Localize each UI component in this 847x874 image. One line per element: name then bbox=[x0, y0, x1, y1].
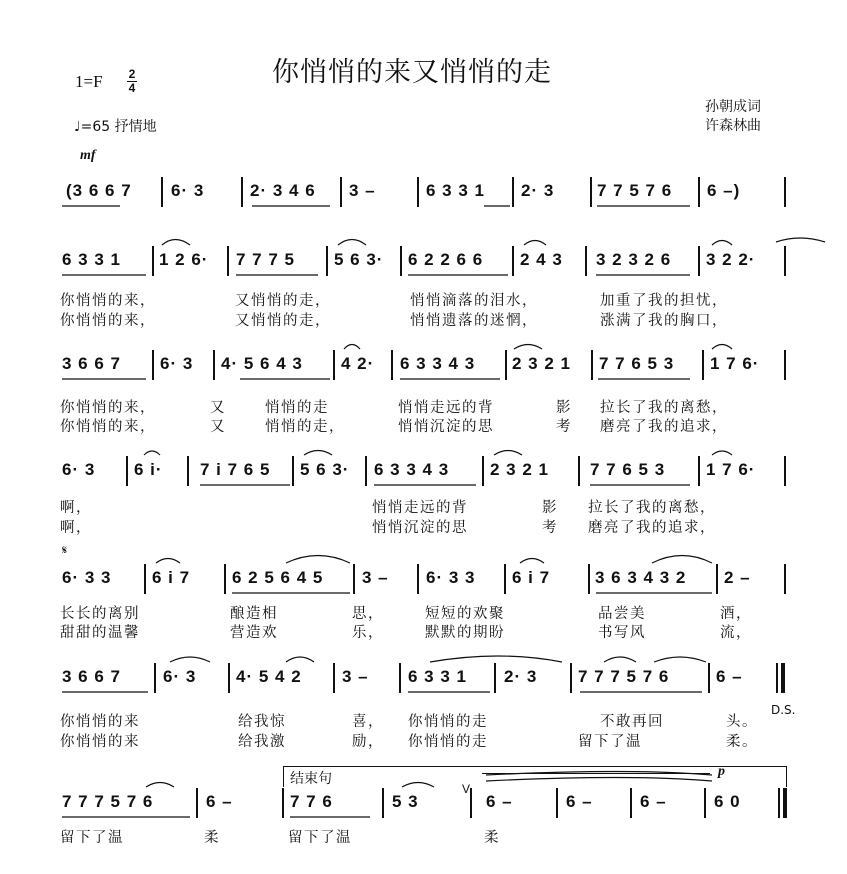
system-6-notes bbox=[60, 663, 787, 693]
lyric: 悄悄沉淀的思 bbox=[398, 419, 494, 435]
measure-4-7: 7 7 6 5 3 bbox=[590, 460, 666, 479]
measure-6-5: 6 3 3 1 bbox=[408, 667, 467, 686]
dynamic-mf: mf bbox=[80, 148, 96, 163]
measure-5-4: 3 – bbox=[362, 568, 389, 587]
barline bbox=[365, 456, 367, 486]
measure-6-2: 6· 3 bbox=[163, 667, 197, 686]
measure-3-3: 4· 5 6 4 3 bbox=[221, 354, 303, 373]
barline bbox=[784, 350, 786, 380]
measure-1-1: (3 6 6 7 bbox=[66, 181, 132, 200]
measure-5-1: 6· 3 3 bbox=[62, 568, 112, 587]
measure-4-2: 6 i· bbox=[134, 460, 163, 479]
lyric: 又 bbox=[210, 419, 226, 435]
lyric: 流， bbox=[720, 625, 752, 641]
barline bbox=[353, 564, 355, 594]
barline bbox=[213, 350, 215, 380]
measure-7-8: 6 0 bbox=[714, 792, 741, 811]
lyric: 默默的期盼 bbox=[425, 625, 505, 641]
lyric: 又悄悄的走， bbox=[235, 313, 331, 329]
barline bbox=[784, 456, 786, 486]
barline bbox=[578, 456, 580, 486]
lyric: 你悄悄的来 bbox=[60, 714, 140, 730]
measure-2-1: 6 3 3 1 bbox=[62, 250, 121, 269]
barline bbox=[504, 564, 506, 594]
lyric: 又 bbox=[210, 400, 226, 416]
barline bbox=[698, 177, 700, 207]
measure-5-3: 6 2 5 6 4 5 bbox=[232, 568, 324, 587]
barline bbox=[591, 350, 593, 380]
time-signature-bottom: 4 bbox=[128, 81, 136, 95]
barline bbox=[241, 177, 243, 207]
lyric: 悄悄滴落的泪水， bbox=[410, 293, 538, 309]
measure-4-4: 5 6 3· bbox=[300, 460, 350, 479]
barline bbox=[708, 663, 710, 693]
system-2-notes bbox=[60, 246, 787, 276]
lyric: 影 bbox=[556, 400, 572, 416]
barline bbox=[161, 177, 163, 207]
lyric: 励， bbox=[352, 734, 384, 750]
barline bbox=[292, 456, 294, 486]
lyric: 柔 bbox=[484, 830, 500, 846]
barline bbox=[702, 350, 704, 380]
barline bbox=[630, 788, 632, 818]
lyric: 柔。 bbox=[726, 734, 758, 750]
barline bbox=[482, 456, 484, 486]
measure-1-8: 6 –) bbox=[707, 181, 741, 200]
lyric: 悄悄走远的背 bbox=[372, 500, 468, 516]
measure-3-6: 2 3 2 1 bbox=[512, 354, 571, 373]
lyric: 给我惊 bbox=[238, 714, 286, 730]
barline bbox=[704, 788, 706, 818]
measure-6-3: 4· 5 4 2 bbox=[236, 667, 302, 686]
lyric: 悄悄沉淀的思 bbox=[372, 520, 468, 536]
measure-6-1: 3 6 6 7 bbox=[62, 667, 121, 686]
lyric: 留下了温 bbox=[578, 734, 642, 750]
barline bbox=[382, 788, 384, 818]
measure-4-1: 6· 3 bbox=[62, 460, 96, 479]
barline bbox=[570, 663, 572, 693]
measure-5-6: 6 i 7 bbox=[512, 568, 551, 587]
lyric: 头。 bbox=[726, 714, 758, 730]
system-5-notes bbox=[60, 564, 787, 594]
measure-4-6: 2 3 2 1 bbox=[490, 460, 549, 479]
repeat-barline-thick bbox=[781, 663, 785, 693]
composer-credit: 许森林曲 bbox=[705, 118, 761, 134]
lyric: 你悄悄的走 bbox=[408, 734, 488, 750]
measure-1-5: 6 3 3 1 bbox=[426, 181, 485, 200]
measure-1-6: 2· 3 bbox=[521, 181, 555, 200]
system-4-notes bbox=[60, 456, 787, 486]
lyric: 长长的离别 bbox=[60, 606, 140, 622]
measure-7-7: 6 – bbox=[640, 792, 667, 811]
measure-3-5: 6 3 3 4 3 bbox=[400, 354, 476, 373]
measure-2-3: 7 7 7 5 bbox=[236, 250, 295, 269]
breath-mark: V bbox=[462, 782, 471, 796]
measure-6-8: 6 – bbox=[716, 667, 743, 686]
barline bbox=[698, 456, 700, 486]
barline bbox=[326, 246, 328, 276]
measure-7-1: 7 7 7 5 7 6 bbox=[62, 792, 154, 811]
dal-segno: D.S. bbox=[771, 703, 796, 717]
barline bbox=[512, 246, 514, 276]
barline bbox=[716, 564, 718, 594]
barline bbox=[505, 350, 507, 380]
barline bbox=[512, 177, 514, 207]
lyric: 留下了温 bbox=[288, 830, 352, 846]
lyric: 酿造相 bbox=[230, 606, 278, 622]
barline bbox=[556, 788, 558, 818]
lyric: 你悄悄的走 bbox=[408, 714, 488, 730]
lyric: 拉长了我的离愁， bbox=[600, 400, 728, 416]
barline bbox=[228, 663, 230, 693]
lyric: 啊， bbox=[60, 500, 92, 516]
measure-6-4: 3 – bbox=[342, 667, 369, 686]
barline bbox=[470, 788, 472, 818]
barline bbox=[400, 246, 402, 276]
measure-2-5: 6 2 2 6 6 bbox=[408, 250, 484, 269]
lyric: 考 bbox=[542, 520, 558, 536]
lyric: 不敢再回 bbox=[600, 714, 664, 730]
lyric: 悄悄遗落的迷惘， bbox=[410, 313, 538, 329]
barline bbox=[585, 246, 587, 276]
measure-6-6: 2· 3 bbox=[504, 667, 538, 686]
measure-1-2: 6· 3 bbox=[171, 181, 205, 200]
measure-3-2: 6· 3 bbox=[160, 354, 194, 373]
barline bbox=[152, 350, 154, 380]
measure-3-7: 7 7 6 5 3 bbox=[599, 354, 675, 373]
barline bbox=[144, 564, 146, 594]
lyric: 营造欢 bbox=[230, 625, 278, 641]
measure-4-8: 1 7 6· bbox=[706, 460, 756, 479]
barline bbox=[417, 177, 419, 207]
measure-1-3: 2· 3 4 6 bbox=[250, 181, 316, 200]
barline bbox=[784, 564, 786, 594]
measure-5-8: 2 – bbox=[724, 568, 751, 587]
lyric: 留下了温 bbox=[60, 830, 124, 846]
barline bbox=[588, 564, 590, 594]
barline bbox=[340, 177, 342, 207]
barline bbox=[333, 350, 335, 380]
ending-label: 结束句 bbox=[290, 771, 332, 787]
measure-1-4: 3 – bbox=[349, 181, 376, 200]
tempo-marking: ♩=65 抒情地 bbox=[74, 119, 157, 135]
barline bbox=[196, 788, 198, 818]
system-3-notes bbox=[60, 350, 787, 380]
barline bbox=[227, 246, 229, 276]
lyricist-credit: 孙朝成词 bbox=[705, 99, 761, 115]
barline bbox=[282, 788, 284, 818]
lyric: 啊， bbox=[60, 520, 92, 536]
lyric: 喜， bbox=[352, 714, 384, 730]
lyric: 你悄悄的来， bbox=[60, 419, 156, 435]
lyric: 书写风 bbox=[598, 625, 646, 641]
measure-1-7: 7 7 5 7 6 bbox=[597, 181, 673, 200]
repeat-barline-thin bbox=[776, 663, 778, 693]
barline bbox=[224, 564, 226, 594]
measure-2-6: 2 4 3 bbox=[520, 250, 563, 269]
lyric: 你悄悄的来， bbox=[60, 313, 156, 329]
lyric: 你悄悄的来 bbox=[60, 734, 140, 750]
measure-5-7: 3 6 3 4 3 2 bbox=[595, 568, 687, 587]
measure-2-8: 3 2 2· bbox=[706, 250, 756, 269]
song-title: 你悄悄的来又悄悄的走 bbox=[272, 57, 552, 88]
lyric: 你悄悄的来， bbox=[60, 400, 156, 416]
lyric: 影 bbox=[542, 500, 558, 516]
lyric: 悄悄的走， bbox=[265, 419, 345, 435]
lyric: 给我激 bbox=[238, 734, 286, 750]
lyric: 品尝美 bbox=[598, 606, 646, 622]
barline bbox=[333, 663, 335, 693]
ending-bracket bbox=[283, 766, 787, 787]
measure-2-2: 1 2 6· bbox=[159, 250, 209, 269]
measure-7-4: 5 3 bbox=[392, 792, 419, 811]
lyric: 乐， bbox=[352, 625, 384, 641]
measure-6-7: 7 7 7 5 7 6 bbox=[578, 667, 670, 686]
lyric: 又悄悄的走， bbox=[235, 293, 331, 309]
barline bbox=[187, 456, 189, 486]
barline bbox=[391, 350, 393, 380]
measure-5-5: 6· 3 3 bbox=[426, 568, 476, 587]
lyric: 考 bbox=[556, 419, 572, 435]
barline bbox=[154, 663, 156, 693]
final-barline-thick bbox=[783, 788, 787, 818]
decrescendo-hairpin bbox=[482, 773, 710, 774]
measure-4-3: 7 i 7 6 5 bbox=[200, 460, 271, 479]
measure-4-5: 6 3 3 4 3 bbox=[374, 460, 450, 479]
lyric: 磨亮了我的追求， bbox=[588, 520, 716, 536]
barline bbox=[399, 663, 401, 693]
system-7-notes bbox=[60, 788, 787, 818]
measure-5-2: 6 i 7 bbox=[152, 568, 191, 587]
barline bbox=[784, 246, 786, 276]
barline bbox=[494, 663, 496, 693]
lyric: 悄悄走远的背 bbox=[398, 400, 494, 416]
measure-3-8: 1 7 6· bbox=[710, 354, 760, 373]
measure-3-1: 3 6 6 7 bbox=[62, 354, 121, 373]
lyric: 拉长了我的离愁， bbox=[588, 500, 716, 516]
barline bbox=[590, 177, 592, 207]
lyric: 涨满了我的胸口， bbox=[600, 313, 728, 329]
measure-2-7: 3 2 3 2 6 bbox=[596, 250, 672, 269]
segno-sign: 𝄋 bbox=[62, 543, 68, 557]
lyric: 你悄悄的来， bbox=[60, 293, 156, 309]
measure-7-6: 6 – bbox=[566, 792, 593, 811]
lyric: 短短的欢聚 bbox=[425, 606, 505, 622]
measure-7-3: 7 7 6 bbox=[290, 792, 333, 811]
lyric: 磨亮了我的追求， bbox=[600, 419, 728, 435]
measure-7-5: 6 – bbox=[486, 792, 513, 811]
barline bbox=[698, 246, 700, 276]
barline bbox=[152, 246, 154, 276]
key-signature: 1=F bbox=[75, 72, 103, 91]
final-barline-thin bbox=[778, 788, 780, 818]
measure-3-4: 4 2· bbox=[341, 354, 375, 373]
barline bbox=[784, 177, 786, 207]
barline bbox=[417, 564, 419, 594]
dynamic-p: p bbox=[718, 764, 725, 779]
system-1-notes bbox=[60, 177, 787, 207]
time-signature-top: 2 bbox=[128, 67, 136, 81]
lyric: 思， bbox=[352, 606, 384, 622]
lyric: 酒， bbox=[720, 606, 752, 622]
time-signature bbox=[127, 69, 137, 94]
lyric: 柔 bbox=[204, 830, 220, 846]
measure-2-4: 5 6 3· bbox=[334, 250, 384, 269]
measure-7-2: 6 – bbox=[206, 792, 233, 811]
lyric: 悄悄的走 bbox=[265, 400, 329, 416]
lyric: 加重了我的担忧， bbox=[600, 293, 728, 309]
barline bbox=[126, 456, 128, 486]
lyric: 甜甜的温馨 bbox=[60, 625, 140, 641]
